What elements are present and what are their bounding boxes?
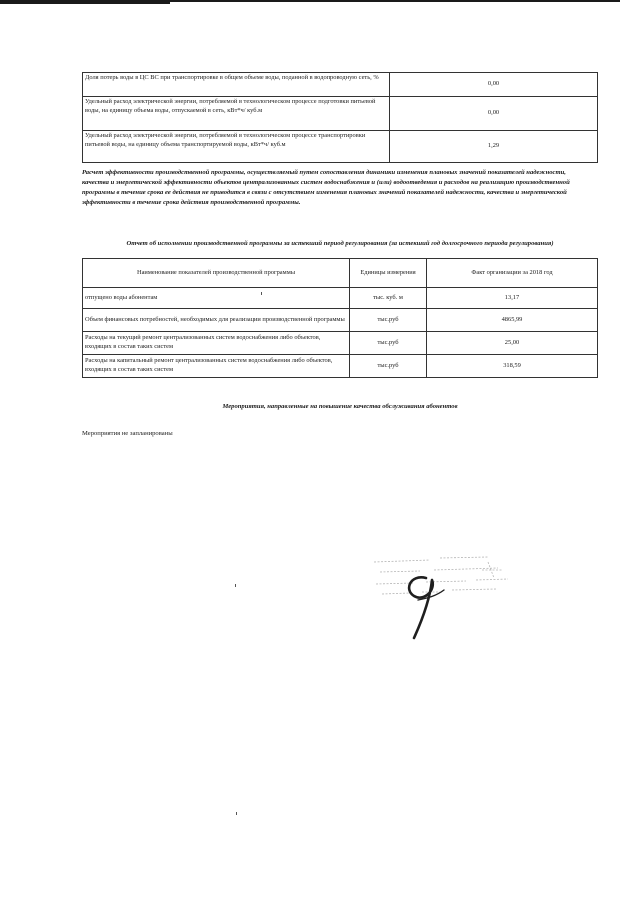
scan-speck (261, 292, 262, 295)
table-row (83, 332, 598, 355)
indicator-label: Удельный расход электрической энергии, потребляемой в технологическом процессе транспортировки питьевой воды, на единицу объема транспортируемой воды, кВт*ч/ куб.м (83, 131, 390, 163)
scan-speck (236, 812, 237, 815)
indicators-table (82, 72, 598, 163)
row-fact: 318,59 (427, 355, 598, 378)
report-table (82, 258, 598, 378)
indicator-label: Удельный расход электрической энергии, потребляемой в технологическом процессе подготовки питьевой воды, на единицу объема воды, отпускаемой в сеть, кВт*ч/ куб.м (83, 97, 390, 131)
row-name: Расходы на капитальный ремонт централизованных систем водоснабжения либо объектов, входящих в состав таких систем (83, 355, 350, 378)
indicator-value: 0,00 (390, 73, 598, 97)
header-name: Наименование показателей производственной программы (83, 259, 350, 288)
scan-speck (235, 584, 236, 587)
indicator-value: 1,29 (390, 131, 598, 163)
table-row (83, 309, 598, 332)
table-row (83, 355, 598, 378)
table-header-row (83, 259, 598, 288)
row-name: отпущено воды абонентам (83, 288, 350, 309)
top-edge-mark (0, 0, 170, 4)
table-row (83, 97, 598, 131)
row-unit: тыс. куб. м (350, 288, 427, 309)
measures-title: Мероприятия, направленные на повышение качества обслуживания абонентов (222, 403, 458, 410)
measures-text: Мероприятия не запланированы (82, 430, 173, 437)
efficiency-note: Расчет эффективности производственной программы, осуществляемый путем сопоставления динамики изменения плановых значений показателей надежности, качества и энергетической эффективности объектов централизованных систем водоснабжения и (или) водоотведения и расходов на реализацию производственной программы в течение срока ее действия не приводится в связи с отсутствием изменения плановых значений показателей надежности, качества и энергетической эффективности в течение срока действия производственной программы. (82, 169, 570, 207)
header-unit: Единицы измерения (350, 259, 427, 288)
row-fact: 13,17 (427, 288, 598, 309)
row-unit: тыс.руб (350, 309, 427, 332)
row-fact: 4865,99 (427, 309, 598, 332)
row-unit: тыс.руб (350, 355, 427, 378)
row-unit: тыс.руб (350, 332, 427, 355)
indicator-label: Доля потерь воды в ЦС ВС при транспортировке в общем объеме воды, поданной в водопроводную сеть, % (83, 73, 390, 97)
indicator-value: 0,00 (390, 97, 598, 131)
table-row (83, 131, 598, 163)
row-name: Объем финансовых потребностей, необходимых для реализации производственной программы (83, 309, 350, 332)
table-row (83, 73, 598, 97)
report-title: Отчет об исполнении производственной программы за истекший период регулирования (за истекший год долгосрочного периода регулирования) (126, 240, 554, 247)
header-fact: Факт организации за 2018 год (427, 259, 598, 288)
table-row (83, 288, 598, 309)
row-fact: 25,00 (427, 332, 598, 355)
top-edge-line (170, 0, 620, 2)
handwritten-signature (380, 568, 460, 648)
row-name: Расходы на текущий ремонт централизованных систем водоснабжения либо объектов, входящих в состав таких систем (83, 332, 350, 355)
